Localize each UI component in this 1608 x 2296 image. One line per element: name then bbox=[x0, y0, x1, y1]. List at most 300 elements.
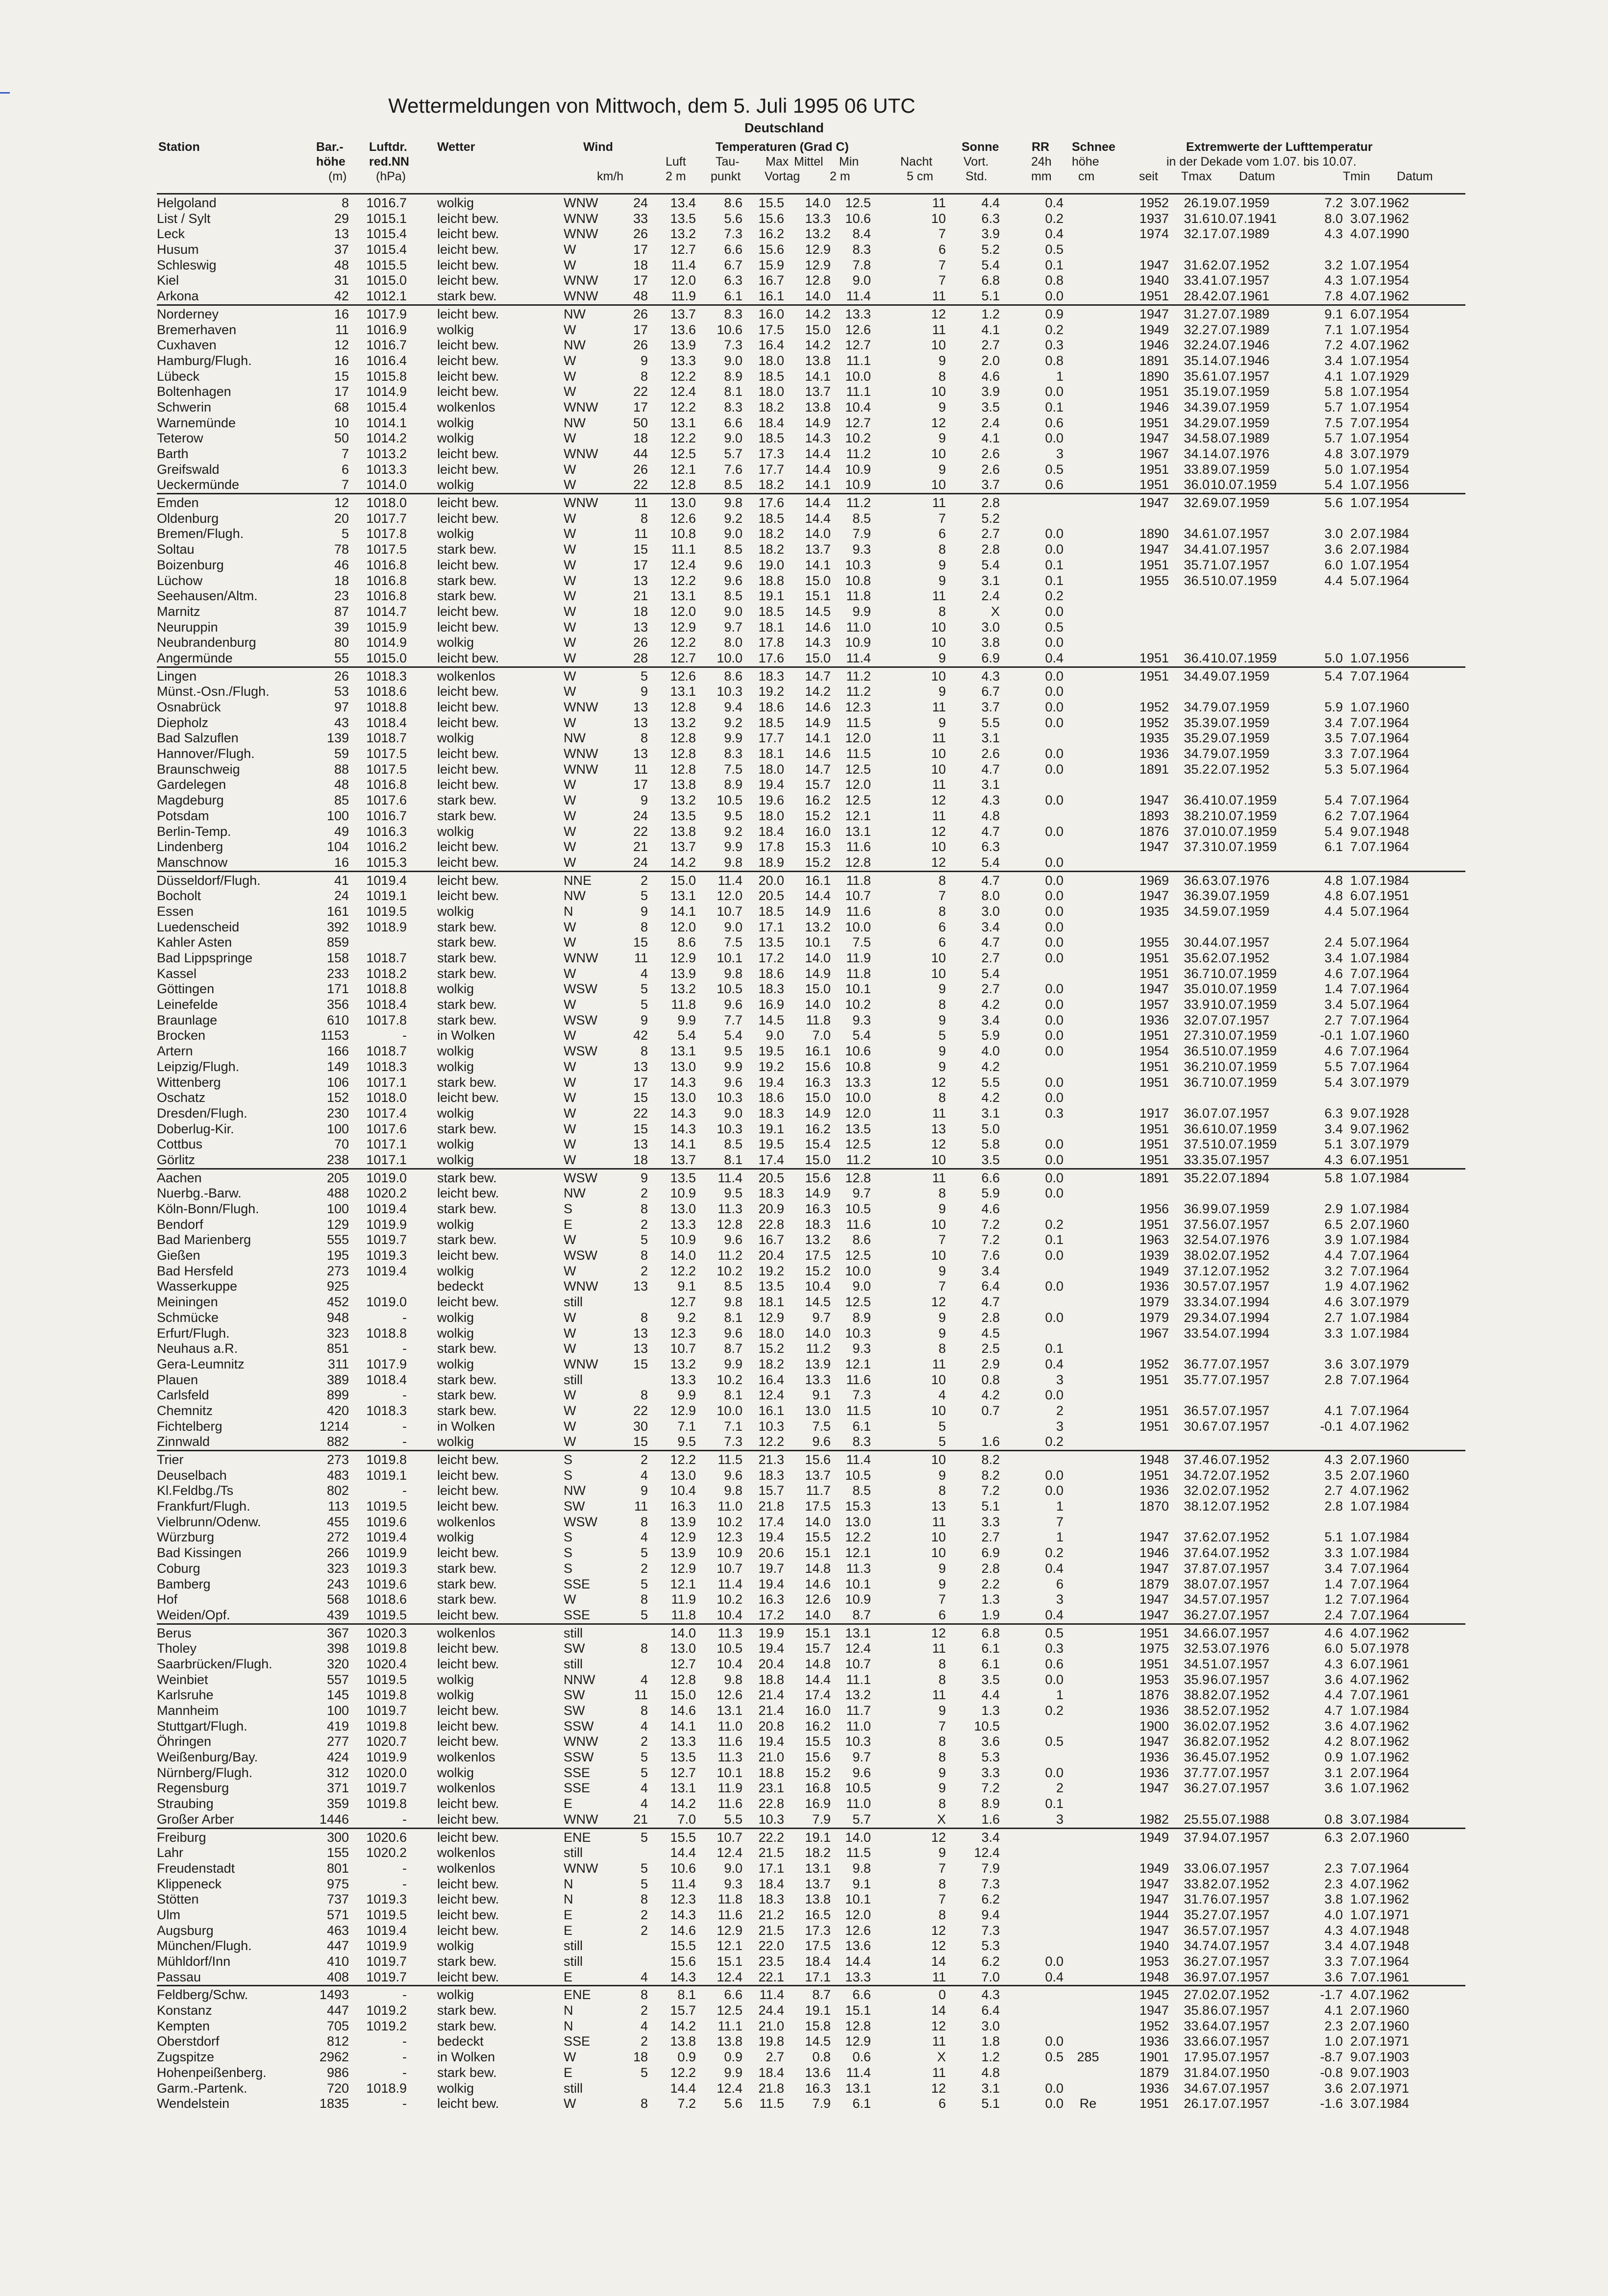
cell-min-2m: 11.6 bbox=[846, 904, 871, 919]
cell-wetter: wolkig bbox=[437, 1137, 474, 1152]
cell-tmax-datum: 7.07.1957 bbox=[1211, 1781, 1270, 1796]
cell-min-2m: 11.5 bbox=[846, 715, 871, 730]
cell-nacht-5cm: 10 bbox=[931, 477, 946, 492]
cell-tmin: 5.3 bbox=[1324, 761, 1343, 777]
cell-sonne: 2.6 bbox=[981, 446, 1000, 461]
cell-station: Leipzig/Flugh. bbox=[157, 1059, 240, 1074]
table-row bbox=[157, 369, 1465, 385]
cell-luftdruck: 1019.7 bbox=[366, 1954, 407, 1969]
cell-max: 15.7 bbox=[758, 1483, 784, 1498]
cell-min-2m: 10.8 bbox=[845, 1059, 871, 1074]
cell-wind-kmh: 4 bbox=[640, 1796, 648, 1811]
cell-sonne: 4.2 bbox=[981, 1090, 1000, 1105]
cell-station: Bad Salzuflen bbox=[157, 731, 239, 746]
cell-station: Wasserkuppe bbox=[157, 1279, 238, 1294]
cell-station: Boizenburg bbox=[157, 557, 224, 572]
cell-sonne: 4.3 bbox=[981, 668, 1000, 684]
cell-wind-dir: WSW bbox=[564, 1170, 597, 1185]
cell-nacht-5cm: 10 bbox=[931, 446, 946, 461]
cell-station: Lübeck bbox=[157, 368, 200, 384]
cell-wind-kmh: 4 bbox=[640, 1781, 648, 1796]
cell-wind-kmh: 5 bbox=[640, 1232, 648, 1247]
cell-mittel: 15.7 bbox=[805, 777, 831, 792]
cell-tmax: 36.2 bbox=[1184, 1607, 1210, 1622]
cell-taupunkt: 11.9 bbox=[717, 1781, 742, 1796]
cell-max: 15.5 bbox=[758, 195, 784, 210]
cell-wind-kmh: 13 bbox=[633, 573, 648, 588]
cell-taupunkt: 11.3 bbox=[717, 1750, 742, 1765]
cell-taupunkt: 8.0 bbox=[724, 635, 742, 650]
cell-taupunkt: 9.0 bbox=[724, 604, 742, 619]
cell-luft-2m: 12.9 bbox=[670, 619, 696, 635]
cell-sonne: 5.5 bbox=[981, 1075, 1000, 1090]
cell-min-2m: 13.5 bbox=[845, 1121, 871, 1136]
cell-tmin: 9.1 bbox=[1324, 306, 1343, 321]
cell-wetter: leicht bew. bbox=[437, 839, 499, 855]
cell-min-2m: 9.8 bbox=[852, 1860, 871, 1876]
cell-max: 18.0 bbox=[758, 1325, 784, 1341]
cell-tmin: 2.7 bbox=[1324, 1012, 1343, 1027]
cell-tmin: -1.6 bbox=[1320, 2096, 1343, 2111]
cell-max: 21.2 bbox=[758, 1907, 784, 1922]
station-group bbox=[157, 304, 1465, 493]
cell-wetter: leicht bew. bbox=[437, 495, 499, 511]
cell-rr-24h: 0.0 bbox=[1045, 1279, 1064, 1294]
cell-wind-kmh: 8 bbox=[640, 1201, 648, 1216]
table-row bbox=[157, 1954, 1465, 1970]
cell-wetter: stark bew. bbox=[437, 1341, 497, 1356]
cell-sonne: 3.1 bbox=[981, 2080, 1000, 2096]
cell-wetter: wolkig bbox=[437, 1434, 474, 1449]
cell-tmin: 4.4 bbox=[1324, 573, 1343, 588]
table-row bbox=[157, 1403, 1465, 1419]
cell-luft-2m: 13.1 bbox=[670, 588, 696, 604]
cell-mittel: 15.2 bbox=[805, 1263, 831, 1278]
cell-luftdruck: - bbox=[402, 2034, 407, 2049]
cell-seit: 1891 bbox=[1139, 761, 1169, 777]
cell-bar-hoehe: 16 bbox=[334, 353, 349, 368]
cell-seit: 1949 bbox=[1139, 1860, 1169, 1876]
cell-max: 18.3 bbox=[758, 1892, 784, 1907]
cell-tmax-datum: 5.07.1952 bbox=[1211, 1750, 1270, 1765]
cell-luft-2m: 7.2 bbox=[677, 2096, 696, 2111]
cell-seit: 1951 bbox=[1139, 1217, 1169, 1232]
cell-sonne: 1.3 bbox=[981, 1703, 1000, 1718]
cell-nacht-5cm: 12 bbox=[931, 824, 946, 839]
cell-tmax-datum: 2.07.1952 bbox=[1211, 1263, 1270, 1278]
cell-wetter: stark bew. bbox=[437, 1592, 497, 1607]
cell-station: Lüchow bbox=[157, 573, 203, 588]
cell-wetter: leicht bew. bbox=[437, 715, 499, 730]
cell-luftdruck: 1019.8 bbox=[366, 1452, 407, 1467]
cell-max: 18.2 bbox=[758, 399, 784, 415]
cell-tmin-datum: 6.07.1961 bbox=[1350, 1656, 1410, 1671]
cell-max: 23.1 bbox=[758, 1781, 784, 1796]
table-row bbox=[157, 1514, 1465, 1530]
cell-min-2m: 12.5 bbox=[845, 1137, 871, 1152]
cell-sonne: 7.2 bbox=[981, 1217, 1000, 1232]
cell-wind-dir: WNW bbox=[564, 495, 598, 511]
cell-station: Dresden/Flugh. bbox=[157, 1105, 247, 1121]
cell-max: 20.9 bbox=[758, 1201, 784, 1216]
cell-sonne: 5.4 bbox=[981, 855, 1000, 870]
cell-station: Frankfurt/Flugh. bbox=[157, 1499, 250, 1514]
cell-min-2m: 13.3 bbox=[845, 1075, 871, 1090]
cell-tmax: 34.7 bbox=[1184, 1467, 1210, 1483]
cell-station: Augsburg bbox=[157, 1923, 214, 1938]
cell-min-2m: 11.2 bbox=[846, 495, 871, 511]
cell-min-2m: 12.7 bbox=[845, 415, 871, 430]
cell-mittel: 18.3 bbox=[805, 1217, 831, 1232]
cell-seit: 1890 bbox=[1139, 368, 1169, 384]
cell-wind-dir: still bbox=[564, 2080, 583, 2096]
cell-tmax: 37.4 bbox=[1184, 1452, 1210, 1467]
cell-bar-hoehe: 158 bbox=[326, 951, 349, 965]
cell-taupunkt: 12.6 bbox=[717, 1687, 742, 1703]
cell-tmax: 35.1 bbox=[1184, 353, 1210, 368]
cell-sonne: 5.3 bbox=[981, 1750, 1000, 1765]
cell-tmin: 2.4 bbox=[1324, 1607, 1343, 1622]
cell-rr-24h: 0.0 bbox=[1045, 1075, 1064, 1090]
header-extrem2: in der Dekade vom 1.07. bis 10.07. bbox=[1166, 155, 1357, 169]
cell-mittel: 14.2 bbox=[805, 338, 831, 353]
cell-rr-24h: 0.6 bbox=[1045, 415, 1064, 430]
cell-seit: 1951 bbox=[1139, 462, 1169, 477]
cell-sonne: 6.6 bbox=[981, 1170, 1000, 1185]
cell-tmax-datum: 9.07.1959 bbox=[1211, 904, 1270, 919]
cell-wind-dir: W bbox=[564, 1403, 576, 1418]
cell-min-2m: 10.0 bbox=[845, 1090, 871, 1105]
cell-mittel: 17.4 bbox=[805, 1687, 831, 1703]
cell-seit: 1947 bbox=[1139, 257, 1169, 272]
cell-wind-kmh: 8 bbox=[640, 1892, 648, 1907]
cell-tmax-datum: 6.07.1957 bbox=[1211, 1672, 1270, 1687]
cell-station: Plauen bbox=[157, 1372, 198, 1387]
cell-bar-hoehe: 371 bbox=[326, 1781, 349, 1796]
cell-max: 15.6 bbox=[758, 242, 784, 257]
cell-wetter: wolkenlos bbox=[437, 1514, 495, 1529]
cell-nacht-5cm: 10 bbox=[931, 1403, 946, 1418]
cell-luft-2m: 14.3 bbox=[670, 1075, 696, 1090]
cell-taupunkt: 10.4 bbox=[717, 1607, 742, 1622]
cell-mittel: 14.1 bbox=[805, 731, 831, 746]
cell-taupunkt: 11.3 bbox=[717, 1201, 742, 1216]
cell-seit: 1952 bbox=[1139, 195, 1169, 210]
cell-min-2m: 10.3 bbox=[845, 1325, 871, 1341]
table-row bbox=[157, 1264, 1465, 1279]
cell-tmin: 3.6 bbox=[1324, 542, 1343, 557]
cell-luftdruck: - bbox=[402, 1483, 407, 1498]
cell-tmax-datum: 10.07.1959 bbox=[1211, 997, 1277, 1012]
cell-luftdruck: 1018.7 bbox=[366, 731, 407, 746]
cell-luftdruck: - bbox=[402, 1434, 407, 1449]
cell-tmin-datum: 7.07.1964 bbox=[1350, 1263, 1410, 1278]
cell-rr-24h: 0.6 bbox=[1045, 477, 1064, 492]
cell-mittel: 13.7 bbox=[805, 384, 831, 399]
header-rr1: RR bbox=[1032, 140, 1050, 154]
cell-nacht-5cm: 11 bbox=[932, 1641, 946, 1656]
cell-wind-kmh: 5 bbox=[640, 1607, 648, 1622]
cell-wind-dir: W bbox=[564, 242, 576, 257]
cell-max: 18.2 bbox=[758, 542, 784, 557]
cell-max: 18.4 bbox=[758, 1876, 784, 1891]
cell-seit: 1947 bbox=[1139, 793, 1169, 808]
cell-mittel: 12.6 bbox=[805, 1592, 831, 1607]
cell-wind-kmh: 22 bbox=[633, 477, 648, 492]
cell-tmax: 36.7 bbox=[1184, 1356, 1210, 1371]
cell-mittel: 15.6 bbox=[805, 1059, 831, 1074]
cell-nacht-5cm: 11 bbox=[932, 808, 946, 823]
cell-wind-dir: WNW bbox=[564, 746, 598, 761]
cell-mittel: 15.5 bbox=[805, 1734, 831, 1749]
cell-taupunkt: 10.5 bbox=[717, 793, 742, 808]
cell-wetter: wolkig bbox=[437, 981, 474, 997]
cell-tmax-datum: 9.07.1959 bbox=[1211, 746, 1270, 761]
cell-seit: 1951 bbox=[1139, 1059, 1169, 1074]
cell-taupunkt: 10.3 bbox=[717, 1121, 742, 1136]
table-row bbox=[157, 1186, 1465, 1201]
cell-rr-24h: 0.4 bbox=[1045, 226, 1064, 242]
cell-nacht-5cm: 11 bbox=[932, 700, 946, 714]
cell-tmin-datum: 4.07.1948 bbox=[1350, 1938, 1410, 1954]
cell-seit: 1951 bbox=[1139, 650, 1169, 665]
cell-tmax-datum: 9.07.1959 bbox=[1211, 731, 1270, 746]
cell-taupunkt: 12.1 bbox=[717, 1938, 742, 1954]
cell-mittel: 14.0 bbox=[805, 1607, 831, 1622]
cell-min-2m: 9.7 bbox=[852, 1186, 871, 1201]
cell-mittel: 16.2 bbox=[805, 793, 831, 808]
cell-tmin-datum: 4.07.1948 bbox=[1350, 1923, 1410, 1938]
header-min: Min bbox=[839, 155, 859, 169]
cell-rr-24h: 0.9 bbox=[1045, 306, 1064, 321]
cell-seit: 1947 bbox=[1139, 1561, 1169, 1576]
cell-bar-hoehe: 737 bbox=[326, 1892, 349, 1907]
cell-max: 19.1 bbox=[758, 1121, 784, 1136]
cell-station: Köln-Bonn/Flugh. bbox=[157, 1201, 259, 1216]
cell-luftdruck: 1019.9 bbox=[366, 1217, 407, 1232]
cell-station: Deuselbach bbox=[157, 1467, 227, 1483]
cell-tmin: 5.0 bbox=[1324, 650, 1343, 665]
cell-seit: 1951 bbox=[1139, 2096, 1169, 2111]
cell-taupunkt: 10.5 bbox=[717, 981, 742, 997]
cell-bar-hoehe: 424 bbox=[326, 1750, 349, 1765]
cell-tmin-datum: 7.07.1964 bbox=[1350, 1248, 1410, 1263]
header-mittel: Mittel bbox=[794, 155, 823, 169]
cell-luft-2m: 13.3 bbox=[670, 353, 696, 368]
cell-bar-hoehe: 70 bbox=[334, 1137, 349, 1152]
cell-tmin: -0.1 bbox=[1320, 1418, 1343, 1434]
cell-tmin-datum: 2.07.1964 bbox=[1350, 1765, 1410, 1780]
cell-wind-dir: WNW bbox=[564, 761, 598, 777]
table-row bbox=[157, 1122, 1465, 1137]
cell-sonne: 4.8 bbox=[981, 808, 1000, 823]
cell-sonne: 3.0 bbox=[981, 2018, 1000, 2033]
cell-wind-dir: W bbox=[564, 919, 576, 934]
cell-max: 21.3 bbox=[758, 1452, 784, 1467]
cell-wetter: leicht bew. bbox=[437, 1969, 499, 1984]
table-row bbox=[157, 558, 1465, 573]
cell-taupunkt: 10.4 bbox=[717, 1656, 742, 1671]
cell-min-2m: 7.3 bbox=[852, 1388, 871, 1403]
cell-luft-2m: 13.6 bbox=[670, 322, 696, 337]
cell-luft-2m: 14.2 bbox=[670, 855, 696, 870]
cell-sonne: 5.8 bbox=[981, 1137, 1000, 1152]
cell-sonne: 3.7 bbox=[981, 477, 1000, 492]
cell-seit: 1947 bbox=[1139, 1923, 1169, 1938]
cell-bar-hoehe: 48 bbox=[334, 777, 349, 792]
cell-rr-24h: 0.0 bbox=[1045, 1310, 1064, 1325]
cell-tmax-datum: 10.07.1959 bbox=[1211, 1075, 1277, 1090]
cell-luftdruck: - bbox=[402, 2050, 407, 2065]
cell-mittel: 14.9 bbox=[805, 966, 831, 981]
cell-nacht-5cm: 13 bbox=[931, 1121, 946, 1136]
cell-wetter: leicht bew. bbox=[437, 1483, 499, 1498]
cell-station: Nürnberg/Flugh. bbox=[157, 1765, 253, 1780]
cell-bar-hoehe: 88 bbox=[334, 761, 349, 777]
cell-station: Bad Marienberg bbox=[157, 1232, 251, 1247]
cell-wind-dir: W bbox=[564, 839, 576, 855]
header-wind: Wind bbox=[583, 140, 613, 154]
cell-tmax: 36.7 bbox=[1184, 1075, 1210, 1090]
cell-wetter: stark bew. bbox=[437, 1403, 497, 1418]
cell-wind-dir: W bbox=[564, 997, 576, 1012]
cell-tmax: 36.9 bbox=[1184, 1969, 1210, 1984]
cell-rr-24h: 0.5 bbox=[1045, 1734, 1064, 1749]
cell-wind-dir: NNE bbox=[564, 873, 592, 888]
cell-mittel: 11.8 bbox=[806, 1012, 831, 1027]
cell-wind-dir: WNW bbox=[564, 226, 598, 242]
cell-tmin-datum: 1.07.1954 bbox=[1350, 557, 1410, 572]
table-row bbox=[157, 2065, 1465, 2081]
cell-mittel: 15.0 bbox=[805, 650, 831, 665]
cell-sonne: 2.4 bbox=[981, 588, 1000, 604]
cell-max: 18.2 bbox=[758, 1356, 784, 1371]
cell-tmin-datum: 4.07.1962 bbox=[1350, 1418, 1410, 1434]
cell-nacht-5cm: 8 bbox=[938, 1734, 946, 1749]
cell-tmax: 33.9 bbox=[1184, 997, 1210, 1012]
cell-wind-dir: S bbox=[564, 1452, 573, 1467]
cell-luft-2m: 11.9 bbox=[671, 1592, 696, 1607]
cell-wind-kmh: 18 bbox=[633, 431, 648, 446]
cell-seit: 1951 bbox=[1139, 1075, 1169, 1090]
header-bar3: (m) bbox=[328, 170, 347, 183]
cell-taupunkt: 8.1 bbox=[724, 1310, 742, 1325]
cell-taupunkt: 8.7 bbox=[724, 1341, 742, 1356]
cell-luft-2m: 14.3 bbox=[670, 1105, 696, 1121]
cell-taupunkt: 6.6 bbox=[724, 1987, 742, 2003]
cell-tmax: 31.8 bbox=[1184, 2065, 1210, 2080]
cell-mittel: 15.2 bbox=[805, 808, 831, 823]
cell-bar-hoehe: 55 bbox=[334, 650, 349, 665]
cell-mittel: 16.3 bbox=[805, 2080, 831, 2096]
cell-taupunkt: 12.5 bbox=[717, 2003, 742, 2018]
cell-tmin-datum: 1.07.1954 bbox=[1350, 384, 1410, 399]
cell-tmin: 3.3 bbox=[1324, 746, 1343, 761]
cell-tmax: 33.5 bbox=[1184, 1325, 1210, 1341]
cell-wetter: leicht bew. bbox=[437, 2096, 499, 2111]
cell-sonne: 7.9 bbox=[981, 1860, 1000, 1876]
cell-bar-hoehe: 10 bbox=[334, 415, 349, 430]
cell-luftdruck: 1018.0 bbox=[366, 1090, 407, 1105]
table-row bbox=[157, 1357, 1465, 1372]
table-row bbox=[157, 1812, 1465, 1828]
cell-station: Teterow bbox=[157, 431, 203, 446]
cell-station: Barth bbox=[157, 446, 189, 461]
cell-sonne: 5.9 bbox=[981, 1186, 1000, 1201]
cell-rr-24h: 2 bbox=[1056, 1781, 1064, 1796]
cell-tmin: 5.8 bbox=[1324, 1170, 1343, 1185]
cell-wetter: stark bew. bbox=[437, 289, 497, 304]
cell-tmin: 4.1 bbox=[1324, 1403, 1343, 1418]
table-row bbox=[157, 1657, 1465, 1672]
cell-max: 17.1 bbox=[758, 1860, 784, 1876]
cell-tmax: 31.7 bbox=[1184, 1892, 1210, 1907]
table-row bbox=[157, 1608, 1465, 1623]
cell-max: 18.3 bbox=[758, 981, 784, 997]
cell-tmin-datum: 7.07.1964 bbox=[1350, 1576, 1410, 1591]
cell-tmax: 35.2 bbox=[1184, 1907, 1210, 1922]
cell-seit: 1947 bbox=[1139, 306, 1169, 321]
cell-rr-24h: 0.3 bbox=[1045, 1105, 1064, 1121]
cell-bar-hoehe: 300 bbox=[326, 1830, 349, 1845]
cell-tmax-datum: 6.07.1957 bbox=[1211, 2003, 1270, 2018]
cell-min-2m: 7.9 bbox=[852, 526, 871, 541]
cell-mittel: 12.8 bbox=[805, 273, 831, 288]
cell-tmax-datum: 9.07.1959 bbox=[1211, 1201, 1270, 1216]
table-row bbox=[157, 273, 1465, 289]
cell-tmax-datum: 4.07.1994 bbox=[1211, 1325, 1270, 1341]
cell-tmin: 3.6 bbox=[1324, 1672, 1343, 1687]
cell-bar-hoehe: 420 bbox=[326, 1403, 349, 1418]
cell-luft-2m: 12.5 bbox=[670, 446, 696, 461]
table-row bbox=[157, 1075, 1465, 1091]
cell-mittel: 13.8 bbox=[805, 353, 831, 368]
cell-sonne: 7.2 bbox=[981, 1483, 1000, 1498]
cell-sonne: 4.7 bbox=[981, 824, 1000, 839]
cell-bar-hoehe: 312 bbox=[326, 1765, 349, 1780]
cell-nacht-5cm: 9 bbox=[938, 715, 946, 730]
cell-nacht-5cm: 9 bbox=[938, 1325, 946, 1341]
cell-station: Boltenhagen bbox=[157, 384, 231, 399]
cell-tmax: 38.0 bbox=[1184, 1248, 1210, 1263]
cell-tmin-datum: 2.07.1960 bbox=[1350, 2003, 1410, 2018]
cell-min-2m: 11.1 bbox=[846, 353, 871, 368]
cell-seit: 1936 bbox=[1139, 1750, 1169, 1765]
cell-nacht-5cm: 10 bbox=[931, 966, 946, 981]
cell-taupunkt: 11.5 bbox=[717, 1452, 742, 1467]
cell-luftdruck: 1018.8 bbox=[366, 1325, 407, 1341]
cell-luftdruck: 1013.3 bbox=[366, 462, 407, 477]
cell-max: 19.7 bbox=[758, 1561, 784, 1576]
cell-nacht-5cm: 8 bbox=[938, 1750, 946, 1765]
table-row bbox=[157, 226, 1465, 242]
cell-taupunkt: 8.3 bbox=[724, 746, 742, 761]
cell-wind-kmh: 15 bbox=[633, 1434, 648, 1449]
cell-wind-kmh: 4 bbox=[640, 2018, 648, 2033]
cell-mittel: 14.4 bbox=[805, 1672, 831, 1687]
cell-tmin: 5.4 bbox=[1324, 668, 1343, 684]
table-row bbox=[157, 477, 1465, 493]
cell-wetter: leicht bew. bbox=[437, 1830, 499, 1845]
cell-luftdruck: 1019.7 bbox=[366, 1703, 407, 1718]
cell-tmin-datum: 3.07.1984 bbox=[1350, 2096, 1410, 2111]
cell-max: 13.5 bbox=[758, 935, 784, 950]
cell-wind-kmh: 2 bbox=[640, 1923, 648, 1938]
cell-mittel: 13.7 bbox=[805, 542, 831, 557]
cell-luft-2m: 13.4 bbox=[670, 195, 696, 210]
cell-tmin: 7.2 bbox=[1324, 338, 1343, 353]
cell-tmin: 6.1 bbox=[1324, 839, 1343, 855]
